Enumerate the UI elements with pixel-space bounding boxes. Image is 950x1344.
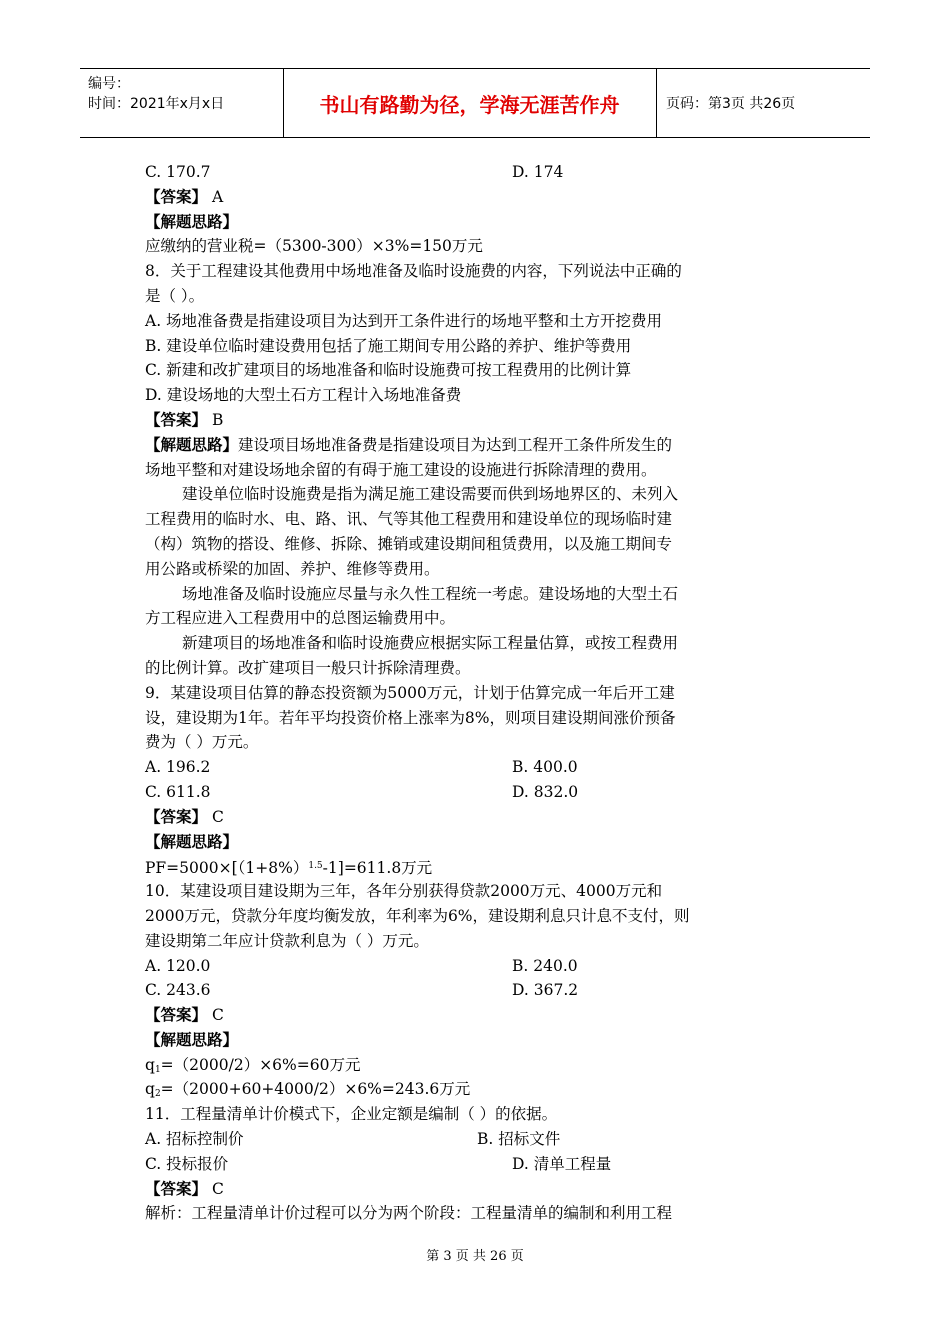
doc-date-label: 时间：2021年x月x日 bbox=[88, 96, 225, 112]
options-row bbox=[145, 755, 810, 780]
doc-number-label: 编号： bbox=[88, 76, 130, 92]
formula-line bbox=[145, 854, 810, 879]
answer-line bbox=[145, 1177, 810, 1202]
formula-var: q bbox=[145, 1055, 155, 1074]
option-b: B. 建设单位临时建设费用包括了施工期间专用公路的养护、维护等费用 bbox=[145, 336, 632, 355]
answer-value: C bbox=[207, 1006, 224, 1025]
analysis-label: 【解题思路】 bbox=[145, 212, 239, 231]
formula-part: PF=5000×[（1+8%） bbox=[145, 859, 309, 878]
analysis-text: 应缴纳的营业税=（5300-300）×3%=150万元 bbox=[145, 237, 483, 256]
analysis-text: 场地准备及临时设施应尽量与永久性工程统一考虑。建设场地的大型土石 bbox=[182, 584, 679, 603]
option-c: C. 170.7 bbox=[145, 163, 211, 181]
answer-label: 【答案】 bbox=[145, 410, 208, 429]
analysis-text: （构）筑物的搭设、维修、拆除、摊销或建设期间租赁费用，以及施工期间专 bbox=[145, 534, 673, 553]
analysis-text: 方工程应进入工程费用中的总图运输费用中。 bbox=[145, 609, 456, 628]
document-body bbox=[145, 160, 810, 1226]
formula-var: q bbox=[145, 1080, 155, 1099]
formula-subscript: 1 bbox=[154, 1064, 161, 1075]
options-row bbox=[145, 1127, 810, 1152]
header-meta bbox=[80, 69, 284, 137]
option-d: D. 367.2 bbox=[512, 981, 579, 1000]
formula-subscript: 2 bbox=[154, 1089, 161, 1100]
option-b: B. 240.0 bbox=[512, 956, 578, 975]
answer-label: 【答案】 bbox=[145, 1006, 208, 1025]
option-c: C. 新建和改扩建项目的场地准备和临时设施费可按工程费用的比例计算 bbox=[145, 361, 632, 380]
question-10-stem: 10．某建设项目建设期为三年，各年分别获得贷款2000万元、4000万元和 bbox=[145, 882, 663, 901]
option-d: D. 建设场地的大型土石方工程计入场地准备费 bbox=[145, 386, 462, 405]
answer-line bbox=[145, 1003, 810, 1028]
analysis-text: 解析：工程量清单计价过程可以分为两个阶段：工程量清单的编制和利用工程 bbox=[145, 1204, 673, 1223]
analysis-label: 【解题思路】 bbox=[145, 435, 239, 454]
option-c: C. 611.8 bbox=[145, 782, 211, 801]
analysis-text: 工程费用的临时水、电、路、讯、气等其他工程费用和建设单位的现场临时建 bbox=[145, 510, 673, 529]
option-c: C. 243.6 bbox=[145, 981, 211, 1000]
question-8-stem: 是（ ）。 bbox=[145, 286, 205, 305]
options-row bbox=[145, 954, 810, 979]
option-c: C. 投标报价 bbox=[145, 1154, 229, 1173]
option-d: D. 832.0 bbox=[512, 782, 579, 801]
analysis-text: 的比例计算。改扩建项目一般只计拆除清理费。 bbox=[145, 658, 471, 677]
question-10-stem: 建设期第二年应计贷款利息为（ ）万元。 bbox=[145, 931, 429, 950]
formula-line bbox=[145, 1053, 810, 1078]
answer-line bbox=[145, 185, 810, 210]
header-motto: 书山有路勤为径，学海无涯苦作舟 bbox=[283, 69, 657, 137]
analysis-label: 【解题思路】 bbox=[145, 832, 239, 851]
question-9-stem: 9．某建设项目估算的静态投资额为5000万元，计划于估算完成一年后开工建 bbox=[145, 683, 675, 702]
option-b: B. 400.0 bbox=[512, 758, 578, 777]
analysis-line bbox=[145, 433, 810, 458]
option-d: D. 清单工程量 bbox=[512, 1154, 612, 1173]
options-row bbox=[145, 780, 810, 805]
formula-part: -1]=611.8万元 bbox=[322, 859, 433, 878]
options-row bbox=[145, 160, 810, 185]
option-a: A. 120.0 bbox=[145, 956, 211, 975]
options-row bbox=[145, 1152, 810, 1177]
analysis-text: 场地平整和对建设场地余留的有碍于施工建设的设施进行拆除清理的费用。 bbox=[145, 460, 657, 479]
formula-part: =（2000+60+4000/2）×6%=243.6万元 bbox=[160, 1080, 471, 1099]
analysis-text: 用公路或桥梁的加固、养护、维修等费用。 bbox=[145, 559, 440, 578]
answer-line bbox=[145, 805, 810, 830]
question-8-stem: 8．关于工程建设其他费用中场地准备及临时设施费的内容，下列说法中正确的 bbox=[145, 262, 682, 281]
option-d: D. 174 bbox=[512, 163, 564, 181]
formula-part: =（2000/2）×6%=60万元 bbox=[160, 1055, 361, 1074]
formula-line bbox=[145, 1077, 810, 1102]
analysis-text: 建设单位临时设施费是指为满足施工建设需要而供到场地界区的、未列入 bbox=[182, 485, 679, 504]
question-11-stem: 11．工程量清单计价模式下，企业定额是编制（ ）的依据。 bbox=[145, 1105, 558, 1124]
question-10-stem: 2000万元，贷款分年度均衡发放，年利率为6%，建设期利息只计息不支付，则 bbox=[145, 906, 690, 925]
answer-value: C bbox=[207, 807, 224, 826]
answer-label: 【答案】 bbox=[145, 1179, 208, 1198]
answer-value: C bbox=[207, 1179, 224, 1198]
answer-label: 【答案】 bbox=[145, 187, 208, 206]
answer-value: B bbox=[207, 410, 224, 429]
option-a: A. 招标控制价 bbox=[145, 1130, 244, 1149]
question-9-stem: 设，建设期为1年。若年平均投资价格上涨率为8%，则项目建设期间涨价预备 bbox=[145, 708, 676, 727]
analysis-text: 新建项目的场地准备和临时设施费应根据实际工程量估算，或按工程费用 bbox=[182, 634, 679, 653]
page-footer: 第 3 页 共 26 页 bbox=[426, 1249, 524, 1264]
answer-label: 【答案】 bbox=[145, 807, 208, 826]
analysis-text: 建设项目场地准备费是指建设项目为达到工程开工条件所发生的 bbox=[238, 435, 673, 454]
option-b: B. 招标文件 bbox=[477, 1130, 561, 1149]
header-page-label: 页码：第3页 共26页 bbox=[666, 96, 796, 112]
analysis-label: 【解题思路】 bbox=[145, 1030, 239, 1049]
options-row bbox=[145, 978, 810, 1003]
answer-value: A bbox=[207, 187, 224, 206]
option-a: A. 场地准备费是指建设项目为达到开工条件进行的场地平整和土方开挖费用 bbox=[145, 311, 663, 330]
formula-exponent: 1.5 bbox=[308, 861, 323, 872]
option-a: A. 196.2 bbox=[145, 758, 211, 777]
answer-line bbox=[145, 408, 810, 433]
page-header bbox=[80, 68, 870, 138]
question-9-stem: 费为（ ）万元。 bbox=[145, 733, 259, 752]
